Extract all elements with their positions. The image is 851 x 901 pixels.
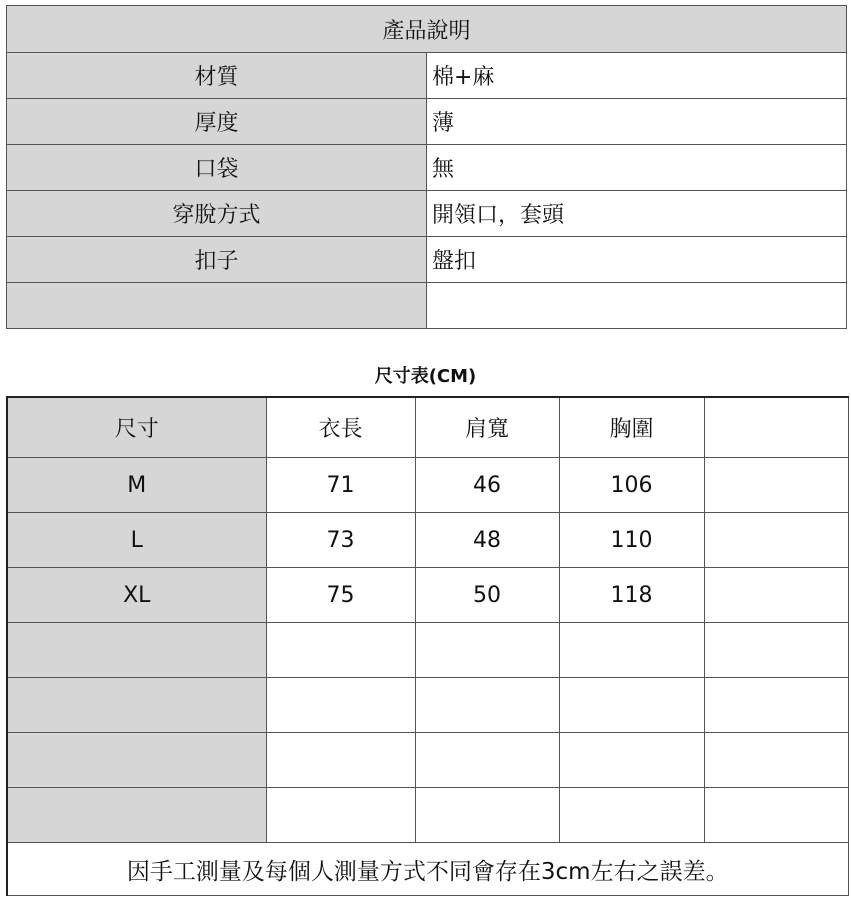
row-label: 穿脫方式 xyxy=(7,191,427,237)
measurement-cell xyxy=(704,788,848,843)
measurement-cell xyxy=(559,733,704,788)
measurement-cell xyxy=(415,788,559,843)
table-row xyxy=(7,191,847,237)
table-row xyxy=(7,53,847,99)
measurement-cell xyxy=(704,458,848,513)
table-row xyxy=(7,145,847,191)
measurement-cell xyxy=(704,568,848,623)
row-value: 開領口，套頭 xyxy=(427,191,847,237)
row-value: 無 xyxy=(427,145,847,191)
measurement-cell xyxy=(559,623,704,678)
measurement-cell: 118 xyxy=(559,568,704,623)
row-label xyxy=(7,283,427,329)
row-value: 盤扣 xyxy=(427,237,847,283)
table-row xyxy=(7,568,848,623)
size-label-cell xyxy=(7,623,266,678)
size-label-cell xyxy=(7,733,266,788)
measurement-cell xyxy=(704,513,848,568)
table-row xyxy=(7,237,847,283)
measurement-cell xyxy=(415,623,559,678)
table-row xyxy=(7,788,848,843)
table-row xyxy=(7,623,848,678)
row-label: 扣子 xyxy=(7,237,427,283)
measurement-cell xyxy=(266,733,415,788)
row-value xyxy=(427,283,847,329)
row-value: 薄 xyxy=(427,99,847,145)
measurement-cell: 肩寬 xyxy=(415,397,559,458)
measurement-cell xyxy=(415,733,559,788)
table-row xyxy=(7,733,848,788)
size-chart-title: 尺寸表(CM) xyxy=(374,366,477,387)
product-description-table xyxy=(6,5,847,329)
measurement-cell xyxy=(559,678,704,733)
note-row xyxy=(7,843,848,896)
measurement-cell xyxy=(704,678,848,733)
table-row xyxy=(7,283,847,329)
measurement-cell xyxy=(704,397,848,458)
measurement-cell xyxy=(704,733,848,788)
measurement-cell: 71 xyxy=(266,458,415,513)
measurement-cell: 50 xyxy=(415,568,559,623)
measurement-cell xyxy=(559,788,704,843)
table-row xyxy=(7,678,848,733)
size-label-cell: 尺寸 xyxy=(7,397,266,458)
row-label: 口袋 xyxy=(7,145,427,191)
size-label-cell xyxy=(7,788,266,843)
measurement-cell: 衣長 xyxy=(266,397,415,458)
product-description-title: 產品說明 xyxy=(7,6,847,53)
measurement-cell: 110 xyxy=(559,513,704,568)
table-row xyxy=(7,99,847,145)
measurement-cell xyxy=(415,678,559,733)
measurement-cell xyxy=(266,623,415,678)
measurement-cell: 46 xyxy=(415,458,559,513)
measurement-cell: 106 xyxy=(559,458,704,513)
row-value: 棉+麻 xyxy=(427,53,847,99)
size-label-cell: XL xyxy=(7,568,266,623)
measurement-cell: 48 xyxy=(415,513,559,568)
row-label: 材質 xyxy=(7,53,427,99)
size-chart-header-row xyxy=(7,397,848,458)
table-row xyxy=(7,458,848,513)
measurement-cell xyxy=(266,678,415,733)
size-label-cell: L xyxy=(7,513,266,568)
size-label-cell: M xyxy=(7,458,266,513)
measurement-cell xyxy=(266,788,415,843)
measurement-cell: 73 xyxy=(266,513,415,568)
measurement-note: 因手工測量及每個人測量方式不同會存在3cm左右之誤差。 xyxy=(7,843,848,896)
table-header-row xyxy=(7,6,847,53)
size-chart-table xyxy=(6,396,849,896)
size-label-cell xyxy=(7,678,266,733)
measurement-cell: 胸圍 xyxy=(559,397,704,458)
table-row xyxy=(7,513,848,568)
row-label: 厚度 xyxy=(7,99,427,145)
measurement-cell xyxy=(704,623,848,678)
measurement-cell: 75 xyxy=(266,568,415,623)
